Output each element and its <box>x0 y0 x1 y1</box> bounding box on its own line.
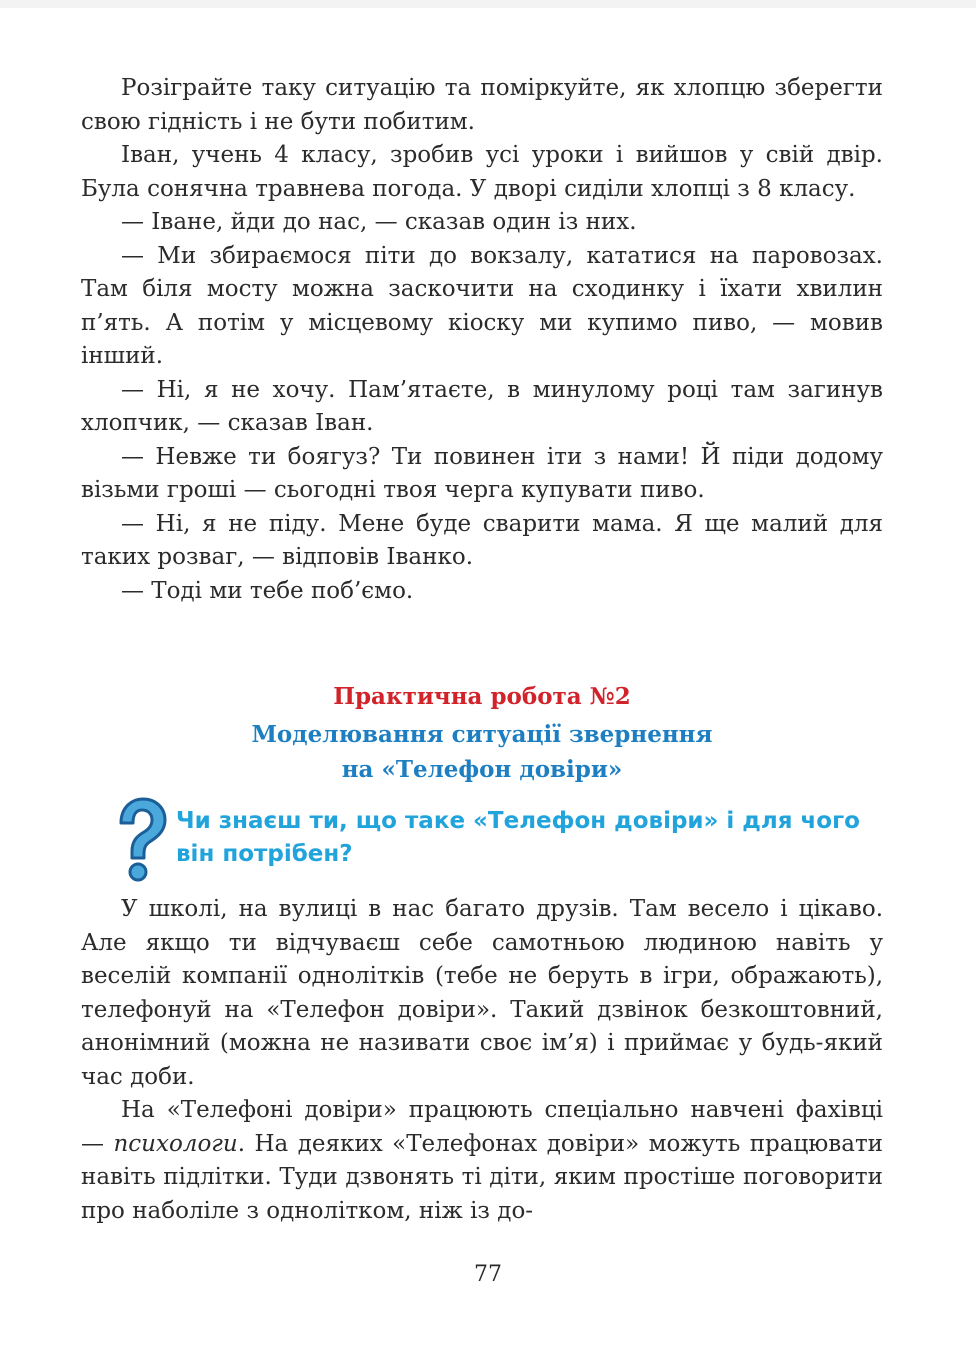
dialogue-line: — Ні, я не хочу. Пам’ятаєте, в минулому році там загинув хлопчик, — сказав Іван. <box>81 376 883 436</box>
practical-work-title: Практична робота №2 <box>333 683 631 710</box>
top-border <box>0 0 976 8</box>
question-mark-icon <box>112 796 172 886</box>
paragraph-text: На «Телефоні довіри» працюють спеціально навчені фахівці — <box>81 1097 883 1157</box>
section-subtitle-line-2: на «Телефон довіри» <box>341 756 623 783</box>
emphasized-term: психологи <box>113 1130 238 1157</box>
paragraph: Розіграйте таку ситуацію та поміркуйте, як хлопцю зберегти свою гідність і не бути побитим. <box>81 75 883 135</box>
dialogue-line: — Ні, я не піду. Мене буде сварити мама. Я ще малий для таких розваг, — відповів Іванко. <box>81 510 883 570</box>
paragraph <box>81 1094 883 1228</box>
question-text: Чи знаєш ти, що таке «Телефон довіри» і для чого він потрібен? <box>176 808 860 867</box>
dialogue-line: — Тоді ми тебе поб’ємо. <box>121 577 414 604</box>
question-box <box>112 796 892 886</box>
intro-text <box>81 72 883 608</box>
dialogue-line: — Іване, йди до нас, — сказав один із них. <box>121 209 637 235</box>
main-text <box>81 893 883 1228</box>
paragraph-text: . На деяких «Телефонах довіри» можуть працювати навіть підлітки. Туди дзвонять ті діти, яким простіше поговорити про наболіле з однолітком, ніж із до- <box>81 1130 884 1224</box>
section-subtitle-line-1: Моделювання ситуації звернення <box>251 721 713 748</box>
paragraph: Іван, учень 4 класу, зробив усі уроки і вийшов у свій двір. Була сонячна травнева погода. У дворі сиділи хлопці з 8 класу. <box>81 142 883 202</box>
dialogue-line: — Ми збираємося піти до вокзалу, кататися на паровозах. Там біля мосту можна заскочити на сходинку і їхати хвилин п’ять. А потім у місцевому кіоску ми купимо пиво, — мовив інший. <box>81 242 883 369</box>
paragraph: У школі, на вулиці в нас багато друзів. Там весело і цікаво. Але якщо ти відчуваєш себе самотньою людиною навіть у веселій компанії однолітків (тебе не беруть в ігри, ображають), телефонуй на «Телефон довіри». Такий дзвінок безкоштовний, анонімний (можна не називати своє ім’я) і приймає у будь-який час доби. <box>81 896 883 1090</box>
dialogue-line: — Невже ти боягуз? Ти повинен іти з нами! Й піди додому візьми гроші — сьогодні твоя черга купувати пиво. <box>81 443 883 503</box>
page-number: 77 <box>474 1262 502 1287</box>
